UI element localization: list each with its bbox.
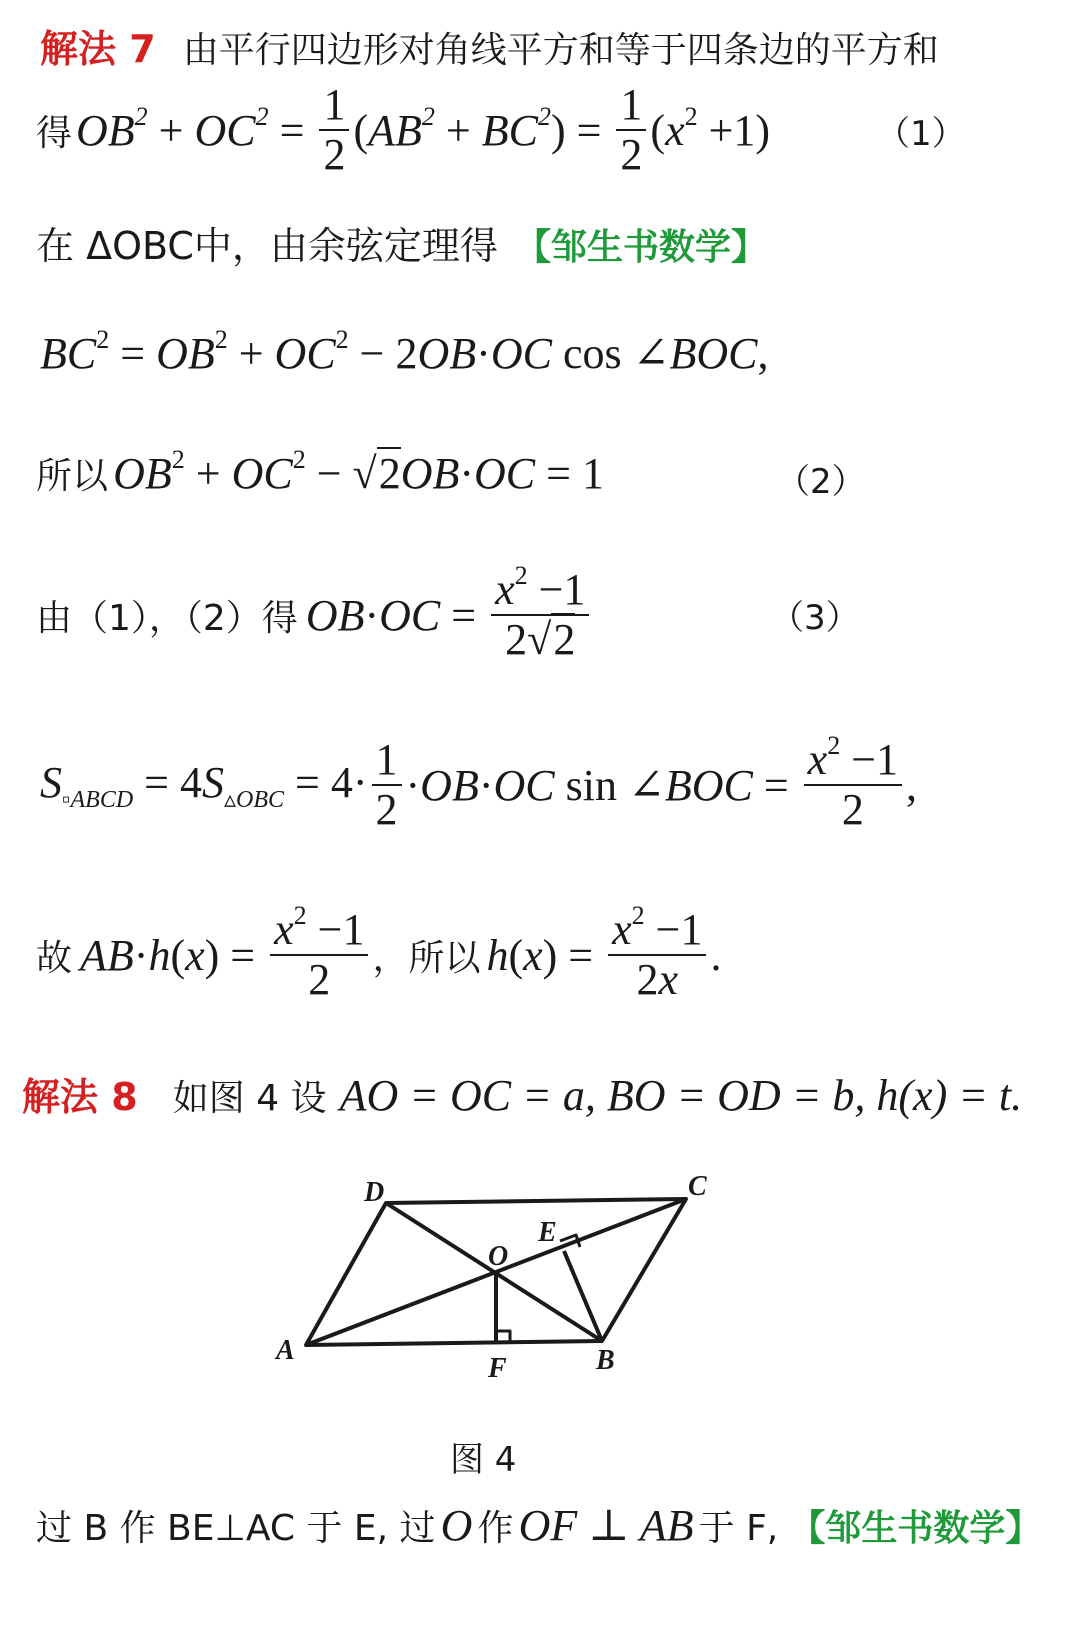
bottom-construction-line: 过 B 作 BE⊥AC 于 E, 过 O 作 OF ⊥ AB 于 F, 【邹生书数学】 — [36, 1501, 1042, 1550]
equation-tag-3: （3） — [770, 598, 860, 638]
hx-result: 故 AB·h(x) = $\frac{x^2 -1}{2}$ ，所以 h(x) = $\frac{x^2 -1}{2x}$ . — [36, 900, 722, 1004]
solution-7-text: 由平行四边形对角线平方和等于四条边的平方和 — [182, 30, 939, 71]
figure-caption: 图 4 — [450, 1440, 517, 1480]
equation-tag-1: （1） — [876, 114, 966, 154]
equation-3: 由（1），（2）得 OB·OC = $\frac{x^2 -1}{2√2}$ — [36, 560, 593, 670]
area-equation: $S_{▫ABCD} = 4S_{▵OBC} = 4\cdot$ $\frac{1}{2}$ ·OB·OC sin ∠BOC = $\frac{x^2 -1}{2}$ , — [40, 730, 918, 834]
cosine-law-equation: $BC^2 = OB^2 + OC^2 - 2OB\cdot OC$ cos ∠BOC, — [40, 325, 769, 378]
label-a: A — [276, 1335, 295, 1366]
equation-2: 所以 $OB^2 + OC^2 - √2OB\cdot OC = 1$ — [36, 445, 604, 498]
brand-tag-top: 【邹生书数学】 — [515, 227, 768, 268]
parallelogram-figure — [260, 1165, 740, 1395]
law-of-cosines-intro: 在 ΔOBC中，由余弦定理得 【邹生书数学】 — [36, 224, 768, 268]
label-e: E — [538, 1217, 557, 1248]
solution-8-label: 解法 8 — [22, 1075, 138, 1119]
solution-8-expression: AO = OC = a, BO = OD = b, h(x) = t. — [339, 1071, 1023, 1120]
label-c: C — [688, 1171, 707, 1202]
equation-tag-2: （2） — [776, 462, 866, 502]
equation-1: 得 $OB^2$ + $OC^2$ = $\frac{1}{2}$ ( $AB^2$ + $BC^2$ ) = $\frac{1}{2}$ ( x $^2$ +1) — [36, 79, 771, 179]
label-o: O — [488, 1241, 509, 1272]
solution-8-line: 解法 8 如图 4 设 AO = OC = a, BO = OD = b, h(x) = t. — [22, 1071, 1023, 1120]
solution-7-line — [40, 18, 939, 73]
brand-tag-bottom: 【邹生书数学】 — [789, 1508, 1042, 1549]
label-d: D — [364, 1177, 385, 1208]
label-b: B — [596, 1345, 615, 1376]
solution-7-label: 解法 7 — [40, 27, 156, 71]
label-f: F — [488, 1353, 507, 1384]
